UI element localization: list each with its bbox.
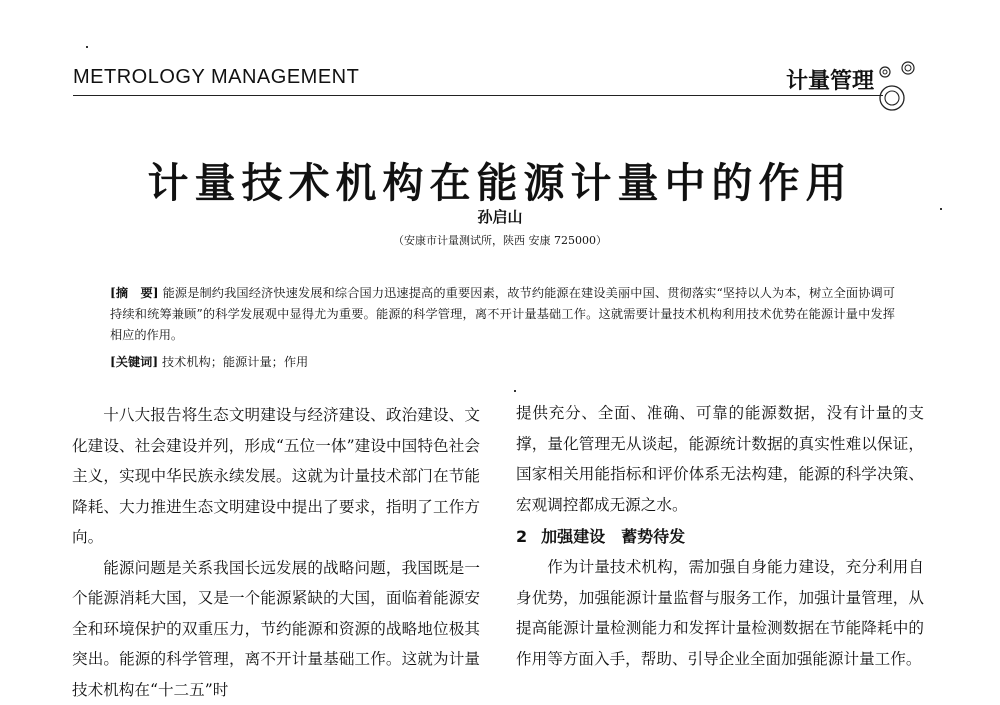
- abstract-label: [摘 要]: [110, 286, 159, 300]
- keywords-text: 技术机构；能源计量；作用: [162, 355, 308, 369]
- body-left-column: [72, 400, 480, 705]
- scan-speck: [514, 390, 516, 392]
- body-right-column: [516, 398, 924, 674]
- journal-name-en: METROLOGY MANAGEMENT: [73, 66, 359, 89]
- author-affiliation: （安康市计量测试所，陕西 安康 725000）: [0, 232, 1000, 248]
- journal-name-cn: 计量管理: [786, 64, 874, 95]
- body-paragraph-continued: 提供充分、全面、准确、可靠的能源数据，没有计量的支撑，量化管理无从谈起，能源统计数据的真实性难以保证，国家相关用能指标和评价体系无法构建，能源的科学决策、宏观调控都成无源之水。: [516, 398, 924, 520]
- section-title: 加强建设 蓄势待发: [541, 527, 685, 546]
- keywords-label: [关键词]: [110, 355, 158, 369]
- body-paragraph: 十八大报告将生态文明建设与经济建设、政治建设、文化建设、社会建设并列，形成“五位一体”建设中国特色社会主义，实现中华民族永续发展。这就为计量技术部门在节能降耗、大力推进生态文明建设中提出了要求，指明了工作方向。: [72, 400, 480, 553]
- scan-speck: [940, 208, 942, 210]
- section-heading: [516, 522, 924, 552]
- article-title: 计量技术机构在能源计量中的作用: [0, 150, 1000, 209]
- body-paragraph: 作为计量技术机构，需加强自身能力建设，充分利用自身优势，加强能源计量监督与服务工作，加强计量管理，从提高能源计量检测能力和发挥计量检测数据在节能降耗中的作用等方面入手，帮助、引导企业全面加强能源计量工作。: [516, 552, 924, 674]
- concentric-circles-icon: [872, 58, 922, 116]
- scan-speck: [86, 46, 88, 48]
- section-number: 2: [516, 527, 527, 546]
- abstract: [110, 283, 895, 346]
- header-divider: [73, 95, 883, 96]
- body-paragraph: 能源问题是关系我国长远发展的战略问题，我国既是一个能源消耗大国，又是一个能源紧缺的大国，面临着能源安全和环境保护的双重压力，节约能源和资源的战略地位极其突出。能源的科学管理，离不开计量基础工作。这就为计量技术机构在“十二五”时: [72, 553, 480, 705]
- keywords: [110, 352, 895, 373]
- abstract-text: 能源是制约我国经济快速发展和综合国力迅速提高的重要因素，故节约能源在建设美丽中国、贯彻落实“坚持以人为本，树立全面协调可持续和统筹兼顾”的科学发展观中显得尤为重要。能源的科学管理，离不开计量基础工作。这就需要计量技术机构利用技术优势在能源计量中发挥相应的作用。: [110, 286, 895, 342]
- author-name: 孙启山: [0, 206, 1000, 227]
